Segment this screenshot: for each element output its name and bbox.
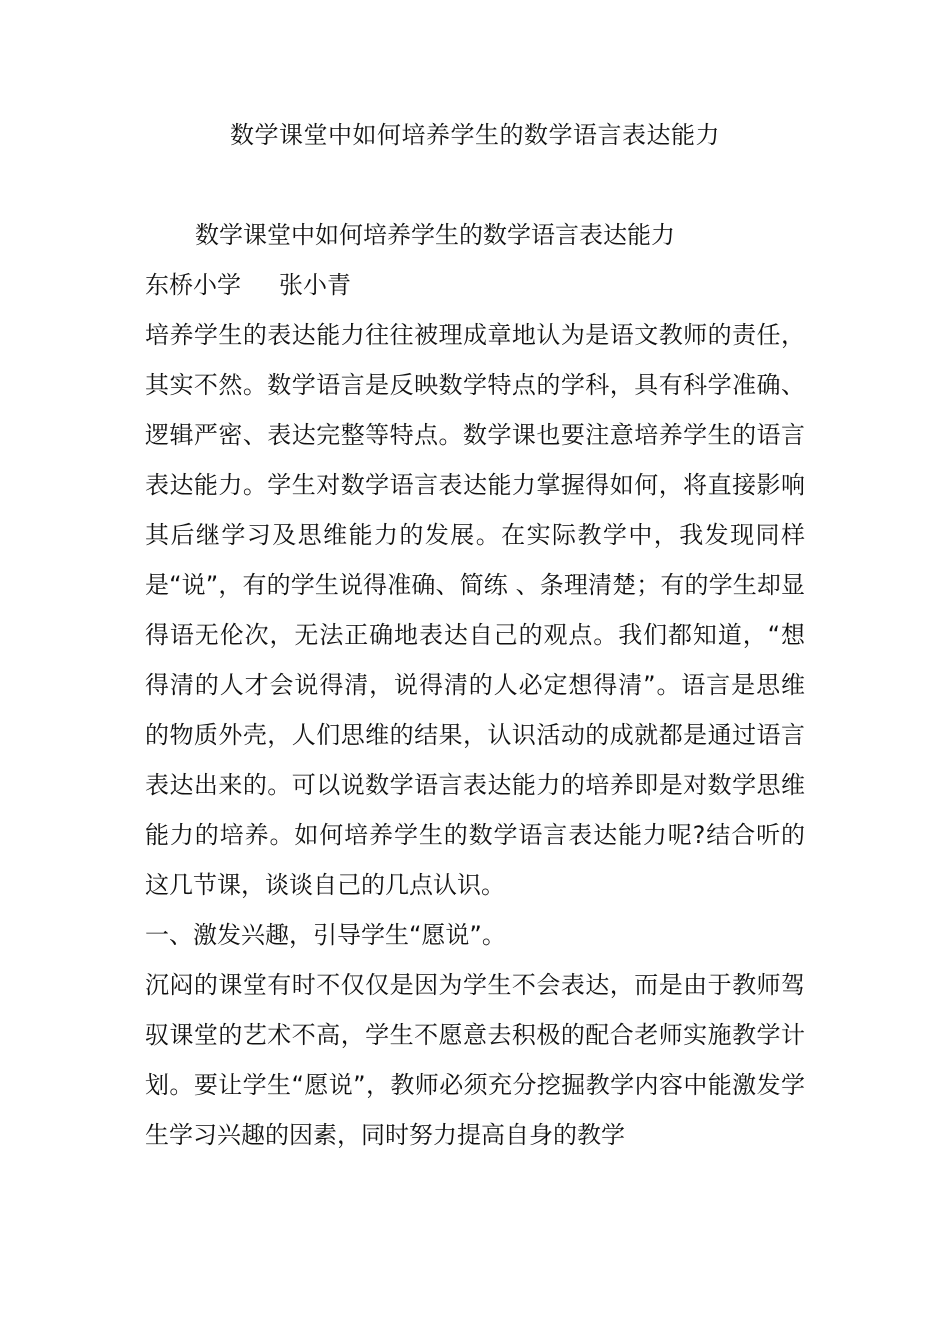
section-paragraph-1: 沉闷的课堂有时不仅仅是因为学生不会表达，而是由于教师驾驭课堂的艺术不高，学生不愿意去积极的配合老师实施教学计划。要让学生“愿说”，教师必须充分挖掘教学内容中能激发学生学习兴趣的因素，同时努力提高自身的教学 — [145, 971, 805, 1149]
author-line — [145, 260, 805, 310]
article-subtitle: 数学课堂中如何培养学生的数学语言表达能力 — [195, 221, 675, 249]
intro-paragraph: 培养学生的表达能力往往被理成章地认为是语文教师的责任，其实不然。数学语言是反映数学特点的学科，具有科学准确、逻辑严密、表达完整等特点。数学课也要注意培养学生的语言表达能力。学生对数学语言表达能力掌握得如何，将直接影响其后继学习及思维能力的发展。在实际教学中，我发现同样是“说”，有的学生说得准确、简练 、条理清楚；有的学生却显得语无伦次，无法正确地表达自己的观点。我们都知道，“想得清的人才会说得清，说得清的人必定想得清”。语言是思维的物质外壳，人们思维的结果，认识活动的成就都是通过语言表达出来的。可以说数学语言表达能力的培养即是对数学思维能力的培养。如何培养学生的数学语言表达能力呢?结合听的这几节课，谈谈自己的几点认识。 — [145, 321, 805, 899]
section-heading-1: 一、激发兴趣，引导学生“愿说”。 — [145, 921, 506, 949]
document-title: 数学课堂中如何培养学生的数学语言表达能力 — [230, 121, 720, 149]
author-name: 张小青 — [279, 271, 351, 299]
document-body — [145, 210, 805, 1160]
author-school: 东桥小学 — [145, 271, 241, 299]
